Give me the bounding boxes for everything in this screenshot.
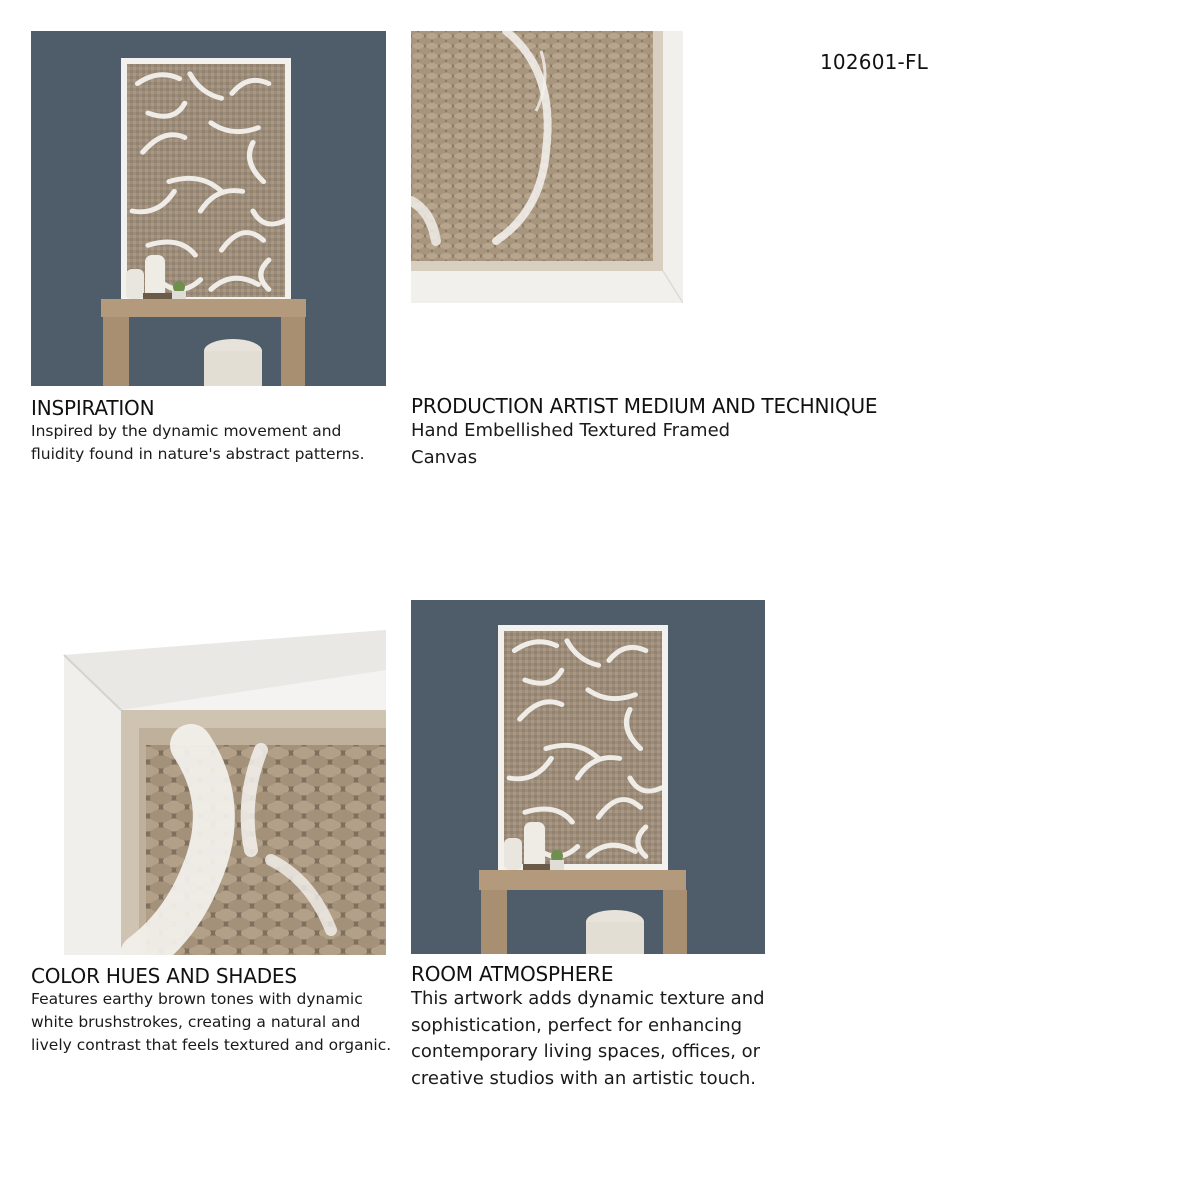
room-title: ROOM ATMOSPHERE	[411, 962, 614, 986]
color-line-2: white brushstrokes, creating a natural and	[31, 1013, 361, 1031]
production-line-1: Hand Embellished Textured Framed	[411, 420, 731, 441]
frame-corner-photo	[31, 600, 386, 955]
production-line-2: Canvas	[411, 446, 478, 468]
product-sku: 102601-FL	[820, 50, 929, 74]
color-line-3: lively contrast that feels textured and organic.	[31, 1036, 392, 1054]
production-title: PRODUCTION ARTIST MEDIUM AND TECHNIQUE	[411, 394, 878, 418]
room-line-3: contemporary living spaces, offices, or	[411, 1041, 761, 1062]
production-section	[411, 394, 931, 471]
inspiration-section	[31, 396, 391, 466]
room-line-4: creative studios with an artistic touch.	[411, 1067, 757, 1089]
texture-detail-photo	[411, 31, 683, 303]
room-line-2: sophistication, perfect for enhancing	[411, 1014, 743, 1036]
room-scene-photo-2	[411, 600, 765, 954]
room-line-1: This artwork adds dynamic texture and	[411, 988, 765, 1009]
room-section	[411, 962, 791, 1092]
color-line-1: Features earthy brown tones with dynamic	[31, 990, 363, 1008]
inspiration-line-2: fluidity found in nature's abstract patterns.	[31, 445, 365, 463]
room-scene-photo	[31, 31, 386, 386]
inspiration-title: INSPIRATION	[31, 396, 155, 420]
inspiration-line-1: Inspired by the dynamic movement and	[31, 422, 342, 440]
color-section	[31, 964, 401, 1057]
color-title: COLOR HUES AND SHADES	[31, 964, 297, 988]
